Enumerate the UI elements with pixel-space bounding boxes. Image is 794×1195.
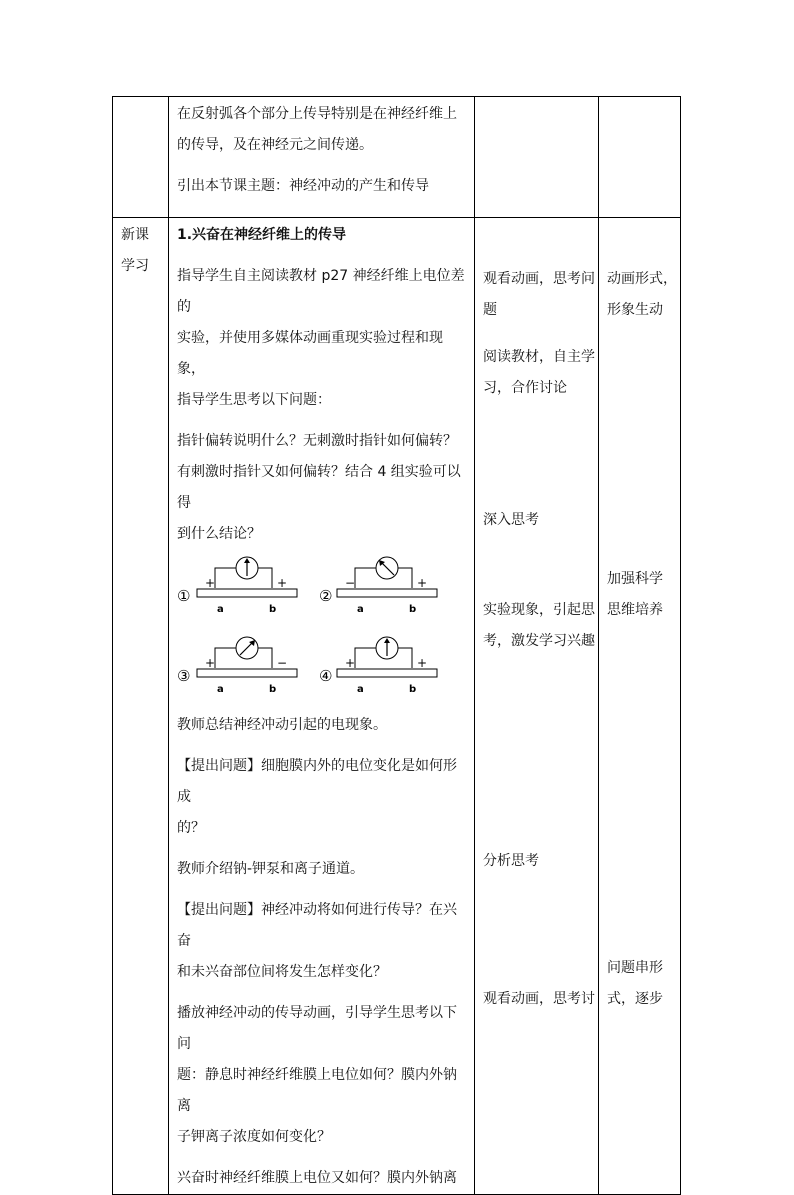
diagram-2-right-sign: + — [417, 576, 428, 590]
para4-line2: 的？ — [177, 820, 205, 836]
para1-line1: 指导学生自主阅读教材 p27 神经纤维上电位差的 — [177, 268, 465, 315]
diagram-1-number: ① — [177, 587, 191, 605]
cell-r2-c4 — [599, 218, 681, 1195]
activity-a-1: 观看动画，思考问 — [483, 271, 595, 287]
diagram-4-right-sign: + — [417, 656, 428, 670]
diagram-4-left-sign: + — [345, 656, 356, 670]
cell-r1-c4 — [599, 97, 681, 218]
para4-line1: 【提出问题】细胞膜内外的电位变化是如何形成 — [177, 758, 457, 805]
para6-line2: 和未兴奋部位间将发生怎样变化？ — [177, 964, 387, 980]
section-heading: 1.兴奋在神经纤维上的传导 — [177, 227, 347, 243]
intent-a-1: 动画形式， — [607, 271, 677, 287]
diagram-4-label-b: b — [409, 684, 417, 695]
intent-c-1: 问题串形 — [607, 960, 663, 976]
para7-line3: 子钾离子浓度如何变化？ — [177, 1129, 331, 1145]
diagram-1-right-sign: + — [277, 576, 288, 590]
table-row-new-lesson — [113, 218, 681, 1195]
activity-d-1: 实验现象，引起思 — [483, 602, 595, 618]
diagram-4 — [319, 637, 437, 695]
cell-r1-c3 — [475, 97, 599, 218]
section-label-2: 学习 — [121, 258, 149, 274]
diagram-3-right-sign: − — [277, 656, 288, 670]
activity-f: 观看动画，思考讨 — [483, 991, 595, 1007]
diagram-1-label-a: a — [217, 604, 224, 615]
diagram-4-number: ④ — [319, 667, 333, 685]
activity-b-1: 阅读教材，自主学 — [483, 349, 595, 365]
para2-line3: 到什么结论？ — [177, 526, 261, 542]
diagram-2 — [319, 557, 437, 615]
diagram-1 — [177, 557, 297, 615]
intent-c-2: 式，逐步 — [607, 991, 663, 1007]
lesson-plan-table — [112, 96, 681, 1195]
diagram-3-left-sign: + — [205, 656, 216, 670]
diagram-2-label-a: a — [357, 604, 364, 615]
intro-topic: 引出本节课主题：神经冲动的产生和传导 — [177, 178, 429, 194]
activity-a-2: 题 — [483, 302, 497, 318]
diagram-2-label-b: b — [409, 604, 417, 615]
cell-r2-c2 — [169, 218, 475, 1195]
diagram-2-left-sign: − — [345, 576, 356, 590]
cell-r2-c1 — [113, 218, 169, 1195]
activity-c: 深入思考 — [483, 512, 539, 528]
diagram-1-left-sign: + — [205, 576, 216, 590]
intro-line-1: 在反射弧各个部分上传导特别是在神经纤维上 — [177, 106, 457, 122]
intent-b-2: 思维培养 — [607, 602, 663, 618]
cell-r1-c1 — [113, 97, 169, 218]
para2-line2: 有刺激时指针又如何偏转？结合 4 组实验可以得 — [177, 464, 461, 511]
diagram-2-number: ② — [319, 587, 333, 605]
diagram-4-label-a: a — [357, 684, 364, 695]
intent-a-2: 形象生动 — [607, 302, 663, 318]
para5: 教师介绍钠-钾泵和离子通道。 — [177, 861, 365, 877]
activity-e: 分析思考 — [483, 853, 539, 869]
intro-line-2: 的传导，及在神经元之间传递。 — [177, 137, 373, 153]
diagram-1-label-b: b — [269, 604, 277, 615]
diagram-3-label-b: b — [269, 684, 277, 695]
para7-line2: 题：静息时神经纤维膜上电位如何？膜内外钠离 — [177, 1067, 457, 1114]
diagram-3-label-a: a — [217, 684, 224, 695]
para3: 教师总结神经冲动引起的电现象。 — [177, 717, 387, 733]
cell-r1-c2 — [169, 97, 475, 218]
cell-r2-c3 — [475, 218, 599, 1195]
activity-b-2: 习，合作讨论 — [483, 380, 567, 396]
para1-line2: 实验，并使用多媒体动画重现实验过程和现象， — [177, 330, 443, 377]
para8: 兴奋时神经纤维膜上电位又如何？膜内外钠离 — [177, 1170, 457, 1186]
diagram-3-number: ③ — [177, 667, 191, 685]
table-row-intro — [113, 97, 681, 218]
para1-line3: 指导学生思考以下问题： — [177, 392, 331, 408]
experiment-diagrams — [177, 554, 467, 704]
section-label-1: 新课 — [121, 227, 149, 243]
para2-line1: 指针偏转说明什么？无刺激时指针如何偏转？ — [177, 433, 457, 449]
para6-line1: 【提出问题】神经冲动将如何进行传导？在兴奋 — [177, 902, 457, 949]
diagram-3 — [177, 637, 297, 695]
activity-d-2: 考，激发学习兴趣 — [483, 633, 595, 649]
para7-line1: 播放神经冲动的传导动画，引导学生思考以下问 — [177, 1005, 457, 1052]
intent-b-1: 加强科学 — [607, 571, 663, 587]
